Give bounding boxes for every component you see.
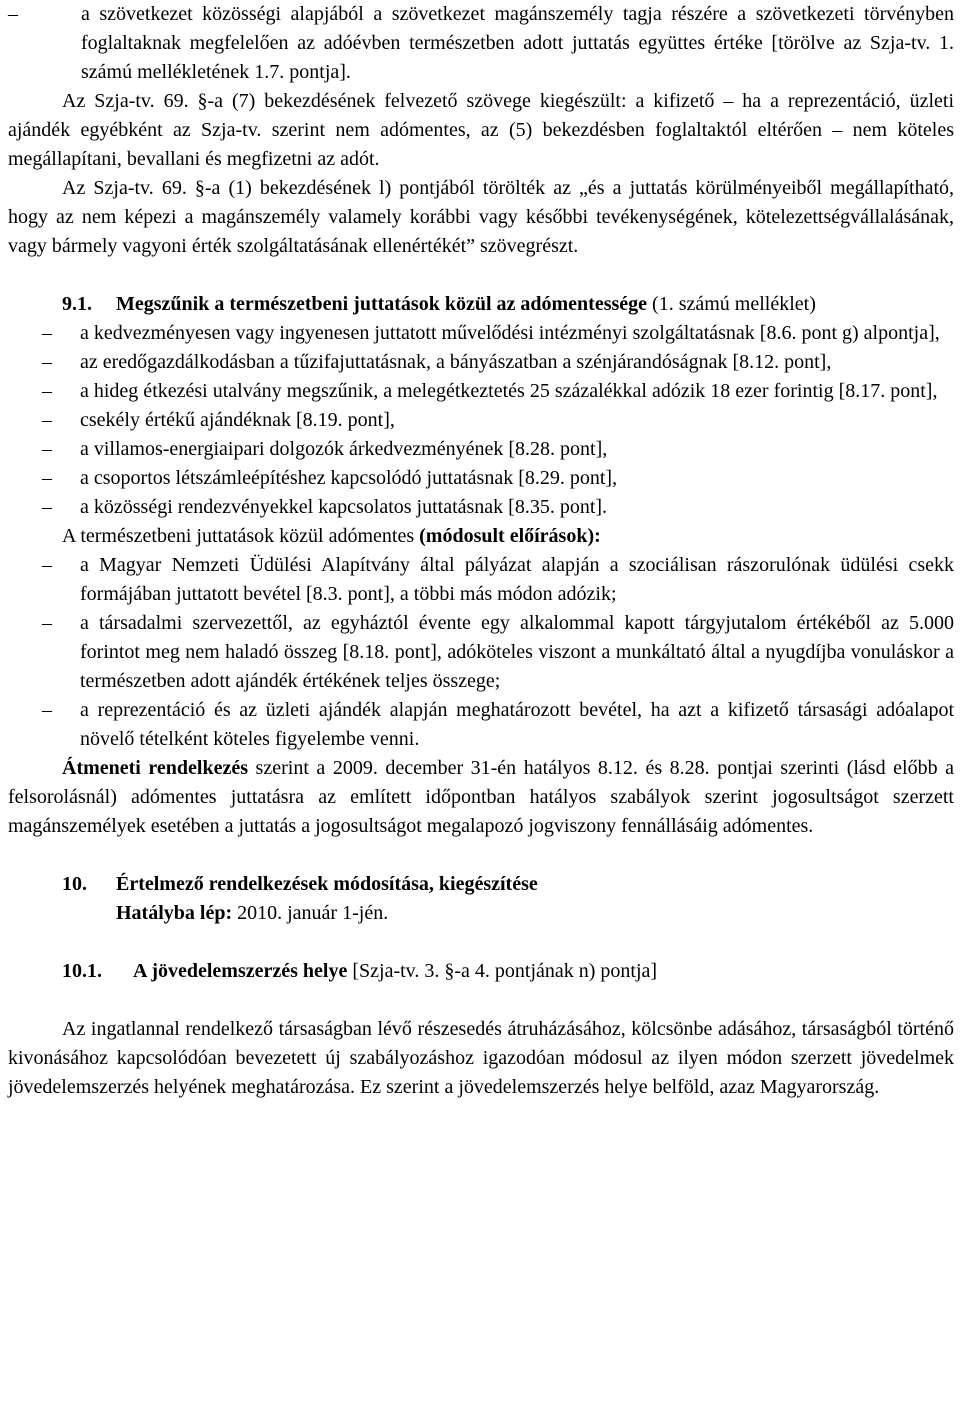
list-item: – csekély értékű ajándéknak [8.19. pont],	[42, 409, 395, 431]
section-9-1-number: 9.1.	[62, 293, 92, 315]
list-item: – a közösségi rendezvényekkel kapcsolatos juttatásnak [8.35. pont].	[42, 496, 608, 518]
section-10-number: 10.	[62, 873, 87, 895]
list-item: – a Magyar Nemzeti Üdülési Alapítvány által pályázat alapján a szociálisan rászorulónak üdülési csekk formájában juttatott bevétel [8.3. pont], a többi más módon adózik;	[42, 554, 954, 605]
section-9-1-title: Megszűnik a természetbeni juttatások közül az adómentessége	[116, 293, 648, 315]
section-9-1-heading	[8, 290, 954, 319]
section-10-1-heading: 10.1. A jövedelemszerzés helye [Szja-tv. 3. §-a 4. pontjának n) pontja]	[8, 957, 954, 986]
modified-rules-intro: A természetbeni juttatások közül adómentes (módosult előírások):	[62, 525, 601, 547]
list-item: – a csoportos létszámleépítéshez kapcsolódó juttatásnak [8.29. pont],	[42, 467, 618, 489]
effective-date-line: Hatályba lép: 2010. január 1-jén.	[116, 902, 389, 924]
transition-label: Átmeneti rendelkezés	[62, 757, 249, 779]
list-item: – a társadalmi szervezettől, az egyháztól évente egy alkalommal kapott tárgyjutalom értékéből az 5.000 forintot meg nem haladó összeg [8.18. pont], adóköteles viszont a munkáltató által a nyugdíjba vonuláskor a természetben adott ajándék értékének teljes összege;	[42, 612, 954, 692]
modified-list	[8, 551, 954, 754]
transition-paragraph: Átmeneti rendelkezés szerint a 2009. december 31-én hatályos 8.12. és 8.28. pontjai szerinti (lásd előbb a felsorolásnál) adómentes juttatásra az említett időpontban hatályos szabályok szerint jogosultságot szerzett magánszemélyek esetében a juttatás a jogosultságot megalapozó jogviszony fennállásáig adómentes.	[8, 757, 954, 837]
dash-marker: –	[8, 3, 18, 25]
section-9-1-title-rest: (1. számú melléklet)	[647, 293, 816, 315]
list-item: – a reprezentáció és az üzleti ajándék alapján meghatározott bevétel, ha azt a kifizető társasági adóalapot növelő tételként köteles figyelembe venni.	[42, 699, 954, 750]
intro-bullet	[8, 0, 954, 87]
abolished-list	[8, 319, 954, 522]
intro-paragraph-1: Az Szja-tv. 69. §-a (7) bekezdésének felvezető szövege kiegészült: a kifizető – ha a reprezentáció, üzleti ajándék egyébként az Szja-tv. szerint nem adómentes, az (5) bekezdésben foglaltaktól eltérően – nem köteles megállapítani, bevallani és megfizetni az adót.	[8, 90, 954, 170]
list-item: – az eredőgazdálkodásban a tűzifajuttatásnak, a bányászatban a szénjárandóságnak [8.12. pont],	[42, 351, 832, 373]
intro-bullet-text: a szövetkezet közösségi alapjából a szövetkezet magánszemély tagja részére a szövetkezeti törvényben foglaltaknak megfelelően az adóévben természetben adott juttatás együttes értéke [törölve az Szja-tv. 1. számú mellékletének 1.7. pontja].	[81, 3, 954, 83]
section-10-1-number: 10.1.	[62, 960, 102, 982]
section-10-1-title: A jövedelemszerzés helye	[133, 960, 348, 982]
section-10-heading	[8, 870, 954, 899]
document-page	[8, 0, 954, 1102]
section-10-1-body: Az ingatlannal rendelkező társaságban lévő részesedés átruházásához, kölcsönbe adásához, társaságból történő kivonásához kapcsolódóan bevezetett új szabályozáshoz igazodóan módosul az ilyen módon szerzett jövedelmek jövedelemszerzés helyének meghatározása. Ez szerint a jövedelemszerzés helye belföld, azaz Magyarország.	[8, 1018, 954, 1098]
section-10-title: Értelmező rendelkezések módosítása, kiegészítése	[116, 873, 538, 895]
list-item: – a kedvezményesen vagy ingyenesen juttatott művelődési intézményi szolgáltatásnak [8.6. pont g) alpontja],	[42, 322, 940, 344]
list-item: – a hideg étkezési utalvány megszűnik, a melegétkeztetés 25 százalékkal adózik 18 ezer forintig [8.17. pont],	[42, 380, 938, 402]
list-item: – a villamos-energiaipari dolgozók árkedvezményének [8.28. pont],	[42, 438, 608, 460]
intro-paragraph-2: Az Szja-tv. 69. §-a (1) bekezdésének l) pontjából törölték az „és a juttatás körülményeiből megállapítható, hogy az nem képezi a magánszemély valamely korábbi vagy későbbi tevékenységének, kötelezettségvállalásának, vagy bármely vagyoni érték szolgáltatásának ellenértékét” szövegrészt.	[8, 177, 954, 257]
